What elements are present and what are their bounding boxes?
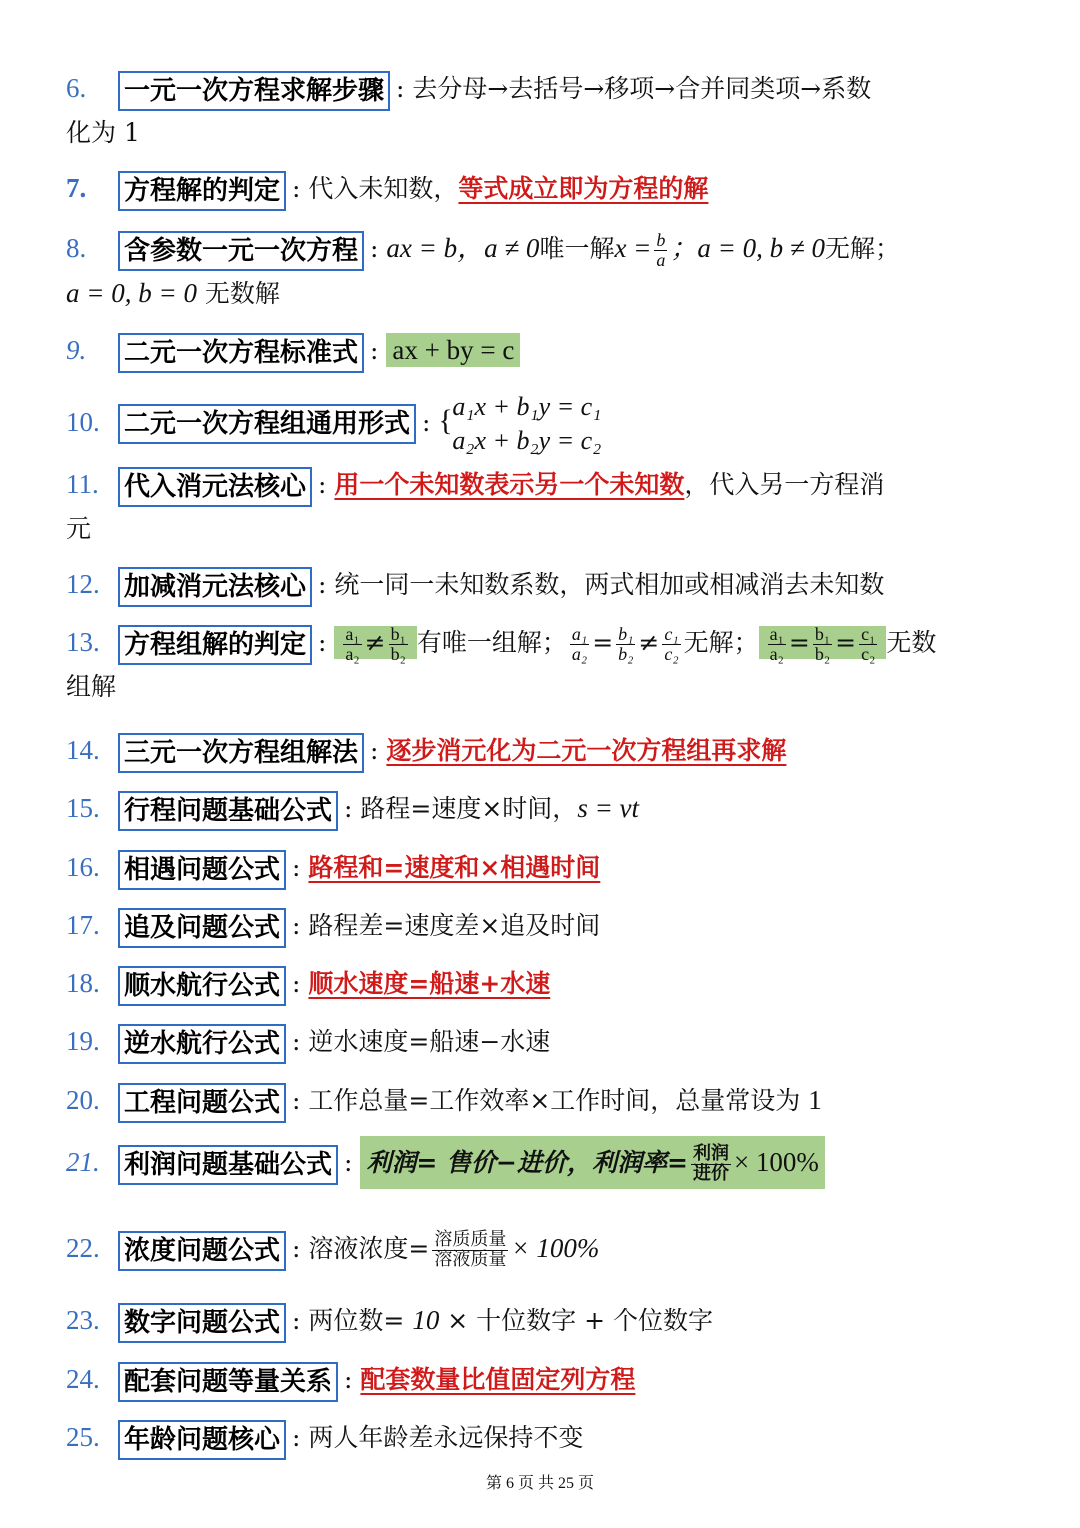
item-text: 去分母→去括号→移项→合并同类项→系数 bbox=[412, 74, 872, 103]
math-expression: ax = b，a ≠ 0 bbox=[386, 233, 540, 263]
math-expression: ；a = 0, b ≠ 0 bbox=[670, 233, 825, 263]
math-expression: s = vt bbox=[577, 793, 640, 823]
term-box: 工程问题公式 bbox=[118, 1083, 286, 1123]
item-17: 17. 追及问题公式 : 路程差=速度差×追及时间 bbox=[66, 903, 1020, 948]
item-number: 24. bbox=[66, 1364, 100, 1394]
item-continuation: 元 bbox=[66, 514, 92, 543]
item-text: 溶液浓度= bbox=[308, 1234, 430, 1263]
fraction: $\frac{\text{溶质质量}}{\text{溶液质量}}$ bbox=[434, 1229, 507, 1270]
highlight-text: 逐步消元化为二元一次方程组再求解 bbox=[386, 736, 787, 765]
term-box: 追及问题公式 bbox=[118, 908, 286, 948]
term-box: 逆水航行公式 bbox=[118, 1024, 286, 1064]
item-text: 工作总量=工作效率×工作时间，总量常设为 bbox=[308, 1086, 801, 1115]
term-box: 浓度问题公式 bbox=[118, 1231, 286, 1271]
term-box: 一元一次方程求解步骤 bbox=[118, 71, 390, 111]
highlight-formula: ax + by = c bbox=[386, 333, 520, 367]
item-6: 6. 一元一次方程求解步骤 : 去分母→去括号→移项→合并同类项→系数 化为 1 bbox=[66, 66, 1020, 155]
highlight-text: 配套数量比值固定列方程 bbox=[360, 1365, 636, 1394]
item-text: 代入未知数， bbox=[308, 174, 459, 203]
term-box: 顺水航行公式 bbox=[118, 966, 286, 1006]
term-box: 加减消元法核心 bbox=[118, 567, 312, 607]
item-18: 18. 顺水航行公式 : 顺水速度=船速+水速 bbox=[66, 961, 1020, 1006]
term-box: 二元一次方程组通用形式 bbox=[118, 404, 416, 444]
term-box: 方程组解的判定 bbox=[118, 625, 312, 665]
item-13: 13. 方程组解的判定 : $\frac{\text{a₁}}{\text{a₂}}$ ≠ $\frac{\text{b₁}}{\text{b₂}}$ 有唯一组解； $\frac{\text{a₁}}{\text{a₂}}$ = $\frac{\text{b₁}}{\text{b₂}}$ ≠ $\frac{\text{c₁}}{\text{c₂}}$ 无解； $\frac{\text{a₁}}{\text{a₂}}$ = $\frac{\text{b₁}}{\text{b₂}}$ = $\frac{\text{c₁}}{\text{c₂}}$ 无数 组解 bbox=[66, 620, 1020, 709]
item-19: 19. 逆水航行公式 : 逆水速度=船速−水速 bbox=[66, 1019, 1020, 1064]
term-box: 代入消元法核心 bbox=[118, 467, 312, 507]
item-number: 8. bbox=[66, 233, 87, 263]
item-text: 唯一解 bbox=[539, 234, 615, 263]
item-text: 统一同一未知数系数，两式相加或相减消去未知数 bbox=[334, 570, 885, 599]
item-number: 13. bbox=[66, 627, 100, 657]
item-number: 12. bbox=[66, 569, 100, 599]
item-text: × 十位数字 + 个位数字 bbox=[447, 1306, 714, 1335]
item-number: 7. bbox=[66, 173, 87, 203]
item-number: 16. bbox=[66, 852, 100, 882]
item-text: 路程差=速度差×追及时间 bbox=[308, 911, 601, 940]
item-16: 16. 相遇问题公式 : 路程和=速度和×相遇时间 bbox=[66, 845, 1020, 890]
highlight-text: 路程和=速度和×相遇时间 bbox=[308, 853, 601, 882]
item-text: ，代入另一方程消 bbox=[684, 470, 885, 499]
item-25: 25. 年龄问题核心 : 两人年龄差永远保持不变 bbox=[66, 1415, 1020, 1460]
term-box: 三元一次方程组解法 bbox=[118, 733, 364, 773]
item-number: 18. bbox=[66, 968, 100, 998]
item-text: 两位数= bbox=[308, 1306, 413, 1335]
highlight-text: 顺水速度=船速+水速 bbox=[308, 969, 551, 998]
item-14: 14. 三元一次方程组解法 : 逐步消元化为二元一次方程组再求解 bbox=[66, 728, 1020, 773]
math-expression: 10 bbox=[412, 1305, 440, 1335]
item-number: 17. bbox=[66, 910, 100, 940]
item-number: 23. bbox=[66, 1305, 100, 1335]
item-continuation: 化为 1 bbox=[66, 118, 140, 147]
highlight-formula: $\frac{\text{a₁}}{\text{a₂}}$ = $\frac{\text{b₁}}{\text{b₂}}$ = $\frac{\text{c₁}}{\text{c₂}}$ bbox=[759, 626, 887, 659]
term-box: 利润问题基础公式 bbox=[118, 1145, 338, 1185]
item-15: 15. 行程问题基础公式 : 路程=速度×时间，s = vt bbox=[66, 786, 1020, 831]
item-12: 12. 加减消元法核心 : 统一同一未知数系数，两式相加或相减消去未知数 bbox=[66, 562, 1020, 607]
page-footer: 第 6 页 共 25 页 bbox=[485, 1475, 594, 1492]
item-8: 8. 含参数一元一次方程 : ax = b，a ≠ 0唯一解x = $\frac{b}{a}$ ；a = 0, b ≠ 0无解； a = 0, b = 0 无数解 bbox=[66, 226, 1020, 316]
item-number: 25. bbox=[66, 1422, 100, 1452]
fraction: $\frac{b}{a}$ bbox=[656, 230, 666, 270]
item-23: 23. 数字问题公式 : 两位数= 10 × 十位数字 + 个位数字 bbox=[66, 1298, 1020, 1343]
term-box: 方程解的判定 bbox=[118, 171, 286, 211]
term-box: 年龄问题核心 bbox=[118, 1420, 286, 1460]
term-box: 配套问题等量关系 bbox=[118, 1362, 338, 1402]
item-number: 6. bbox=[66, 73, 87, 103]
item-number: 22. bbox=[66, 1233, 100, 1263]
item-text: 逆水速度=船速−水速 bbox=[308, 1027, 551, 1056]
item-10: 10. 二元一次方程组通用形式 : { a₁x + b₁y = c₁ a₂x + b₂y = c₂ bbox=[66, 390, 1020, 458]
item-value: 1 bbox=[808, 1085, 822, 1115]
item-number: 10. bbox=[66, 406, 100, 437]
math-expression: x = bbox=[614, 233, 652, 263]
item-7: 7. 方程解的判定 : 代入未知数，等式成立即为方程的解 bbox=[66, 166, 1020, 211]
term-box: 二元一次方程标准式 bbox=[118, 333, 364, 373]
item-text: 路程=速度×时间， bbox=[360, 794, 578, 823]
item-number: 11. bbox=[66, 469, 99, 499]
highlight-text: 等式成立即为方程的解 bbox=[458, 174, 709, 203]
highlight-text: 用一个未知数表示另一个未知数 bbox=[334, 470, 685, 499]
item-text: 无数 bbox=[886, 628, 937, 657]
item-9: 9. 二元一次方程标准式 : ax + by = c bbox=[66, 328, 1020, 373]
item-text: 有唯一组解； bbox=[416, 628, 567, 657]
highlight-formula: 利润= 售价−进价，利润率= $\frac{\text{利润}}{\text{进价}}$ × 100% bbox=[360, 1136, 825, 1189]
item-continuation: a = 0, b = 0 无数解 bbox=[66, 278, 280, 308]
math-expression: × 100% bbox=[511, 1233, 600, 1263]
item-text: 无解； bbox=[683, 628, 759, 657]
item-number: 9. bbox=[66, 335, 87, 365]
item-number: 14. bbox=[66, 735, 100, 765]
fraction: $\frac{\text{b₁}}{\text{b₂}}$ bbox=[618, 624, 634, 664]
fraction: $\frac{\text{a₁}}{\text{a₂}}$ bbox=[571, 624, 588, 664]
item-21: 21. 利润问题基础公式 : 利润= 售价−进价，利润率= $\frac{\text{利润}}{\text{进价}}$ × 100% bbox=[66, 1140, 1020, 1185]
item-number: 15. bbox=[66, 793, 100, 823]
term-box: 数字问题公式 bbox=[118, 1303, 286, 1343]
item-24: 24. 配套问题等量关系 : 配套数量比值固定列方程 bbox=[66, 1357, 1020, 1402]
equation-system: { a₁x + b₁y = c₁ a₂x + b₂y = c₂ bbox=[438, 390, 601, 458]
item-number: 21. bbox=[66, 1147, 100, 1177]
item-20: 20. 工程问题公式 : 工作总量=工作效率×工作时间，总量常设为 1 bbox=[66, 1078, 1020, 1123]
highlight-formula: $\frac{\text{a₁}}{\text{a₂}}$ ≠ $\frac{\text{b₁}}{\text{b₂}}$ bbox=[334, 626, 417, 659]
item-text: 两人年龄差永远保持不变 bbox=[308, 1423, 584, 1452]
item-text: 无解； bbox=[824, 234, 900, 263]
item-number: 19. bbox=[66, 1026, 100, 1056]
item-11: 11. 代入消元法核心 : 用一个未知数表示另一个未知数，代入另一方程消 元 bbox=[66, 462, 1020, 551]
term-box: 行程问题基础公式 bbox=[118, 791, 338, 831]
item-number: 20. bbox=[66, 1085, 100, 1115]
term-box: 含参数一元一次方程 bbox=[118, 231, 364, 271]
item-continuation: 组解 bbox=[66, 672, 117, 701]
fraction: $\frac{\text{c₁}}{\text{c₂}}$ bbox=[664, 624, 679, 664]
term-box: 相遇问题公式 bbox=[118, 850, 286, 890]
item-22: 22. 浓度问题公式 : 溶液浓度= $\frac{\text{溶质质量}}{\text{溶液质量}}$ × 100% bbox=[66, 1226, 1020, 1271]
